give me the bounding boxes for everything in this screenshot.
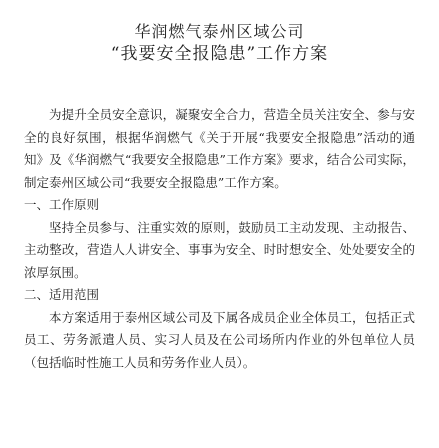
document-body <box>24 104 415 374</box>
section-heading-scope: 二、适用范围 <box>24 287 100 302</box>
section-body-scope: 本方案适用于泰州区域公司及下属各成员企业全体员工，包括正式员工、劳务派遣人员、实习人员及在公司场所内作业的外包单位人员（包括临时性施工人员和劳务作业人员）。 <box>24 309 415 370</box>
intro-paragraph: 为提升全员安全意识，凝聚安全合力，营造全员关注安全、参与安全的良好氛围，根据华润燃气《关于开展“我要安全报隐患”活动的通知》及《华润燃气“我要安全报隐患”工作方案》要求，结合公司实际，制定泰州区域公司“我要安全报隐患”工作方案。 <box>24 107 415 190</box>
section-heading-principles: 一、工作原则 <box>24 197 100 212</box>
document-title-org: 华润燃气泰州区域公司 <box>134 22 305 41</box>
section-body-principles: 坚持全员参与、注重实效的原则，鼓励员工主动发现、主动报告、主动整改，营造人人讲安全、事事为安全、时时想安全、处处要安全的浓厚氛围。 <box>24 219 415 280</box>
document-title-plan: “我要安全报隐患”工作方案 <box>110 44 329 64</box>
